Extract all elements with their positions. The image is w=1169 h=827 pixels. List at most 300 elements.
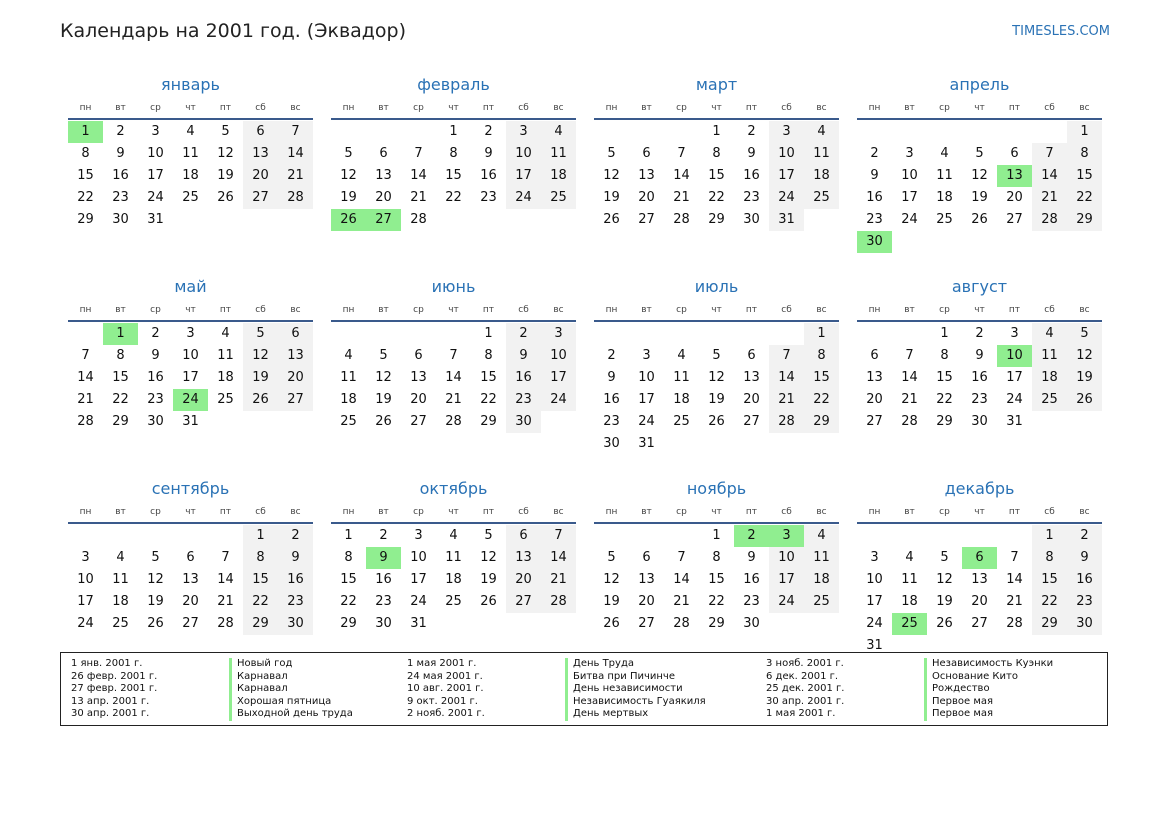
- month-calendar: [68, 72, 313, 253]
- day-cell: 15: [243, 569, 278, 591]
- day-cell: 28: [901, 414, 918, 429]
- day-cell: 22: [243, 591, 278, 613]
- month-calendar: [594, 72, 839, 253]
- day-cell: 12: [603, 168, 620, 183]
- day-cell: 22: [708, 190, 725, 205]
- weekday-label: вс: [1079, 305, 1090, 315]
- empty-cell: [436, 323, 471, 345]
- weekday-label: вт: [904, 103, 915, 113]
- day-cell: 25: [804, 591, 839, 613]
- day-cell: 20: [182, 594, 199, 609]
- day-cell: 7: [449, 348, 458, 363]
- day-cell: 8: [1032, 547, 1067, 569]
- empty-cell: [68, 525, 103, 547]
- holiday-date: 30 апр. 2001 г.: [766, 695, 845, 707]
- day-cell: 3: [769, 121, 804, 143]
- holiday-date: 24 мая 2001 г.: [407, 670, 483, 682]
- day-cell: 7: [1032, 143, 1067, 165]
- day-cell: 17: [182, 370, 199, 385]
- holiday-date: 1 мая 2001 г.: [766, 708, 836, 720]
- day-cell: 25: [340, 414, 357, 429]
- day-cell: 14: [77, 370, 94, 385]
- weekday-label: вт: [641, 305, 652, 315]
- weekday-header: [68, 98, 313, 120]
- weekday-header: [857, 98, 1102, 120]
- day-cell: 4: [344, 348, 353, 363]
- weekday-header: [331, 502, 576, 524]
- day-cell: 31: [410, 616, 427, 631]
- day-cell: 24: [410, 594, 427, 609]
- day-cell: 15: [340, 572, 357, 587]
- day-cell: 11: [804, 547, 839, 569]
- weekday-label: чт: [974, 305, 985, 315]
- holiday-day-cell: 30: [857, 231, 892, 253]
- day-cell: 20: [375, 190, 392, 205]
- empty-cell: [366, 121, 401, 143]
- day-cell: 5: [712, 348, 721, 363]
- day-grid: [594, 322, 839, 455]
- weekday-label: чт: [974, 103, 985, 113]
- day-cell: 18: [673, 392, 690, 407]
- weekday-label: пт: [482, 103, 495, 113]
- weekday-label: пн: [868, 305, 881, 315]
- weekday-label: ср: [413, 103, 424, 113]
- day-cell: 28: [77, 414, 94, 429]
- day-cell: 13: [410, 370, 427, 385]
- day-cell: 12: [971, 168, 988, 183]
- empty-cell: [331, 121, 366, 143]
- weekday-label: пн: [605, 103, 618, 113]
- empty-cell: [629, 323, 664, 345]
- empty-cell: [997, 525, 1032, 547]
- day-cell: 1: [940, 326, 949, 341]
- day-cell: 7: [1010, 550, 1019, 565]
- month-name: октябрь: [419, 479, 488, 498]
- weekday-label: пт: [219, 103, 232, 113]
- day-cell: 7: [81, 348, 90, 363]
- weekday-label: вт: [378, 305, 389, 315]
- weekday-label: пт: [1008, 103, 1021, 113]
- day-grid: [331, 524, 576, 635]
- holiday-date: 3 нояб. 2001 г.: [766, 658, 844, 669]
- day-cell: 1: [484, 326, 493, 341]
- day-cell: 22: [77, 190, 94, 205]
- day-cell: 26: [1067, 389, 1102, 411]
- weekday-label: чт: [711, 507, 722, 517]
- weekday-label: ср: [413, 507, 424, 517]
- day-cell: 10: [182, 348, 199, 363]
- day-cell: 30: [112, 212, 129, 227]
- day-cell: 1: [712, 124, 721, 139]
- holiday-day-cell: 3: [769, 525, 804, 547]
- day-cell: 5: [940, 550, 949, 565]
- empty-cell: [927, 525, 962, 547]
- day-cell: 5: [607, 550, 616, 565]
- weekday-label: пт: [1008, 507, 1021, 517]
- day-cell: 9: [747, 146, 756, 161]
- weekday-label: сб: [518, 305, 529, 315]
- holiday-date: 2 нояб. 2001 г.: [407, 708, 485, 720]
- day-cell: 13: [182, 572, 199, 587]
- day-cell: 17: [769, 569, 804, 591]
- day-cell: 9: [1067, 547, 1102, 569]
- weekday-label: пт: [482, 507, 495, 517]
- day-cell: 23: [603, 414, 620, 429]
- day-cell: 12: [243, 345, 278, 367]
- day-cell: 10: [77, 572, 94, 587]
- day-cell: 30: [147, 414, 164, 429]
- day-cell: 19: [375, 392, 392, 407]
- day-cell: 7: [769, 345, 804, 367]
- day-cell: 6: [747, 348, 756, 363]
- empty-cell: [664, 525, 699, 547]
- day-cell: 8: [484, 348, 493, 363]
- day-cell: 3: [186, 326, 195, 341]
- day-cell: 26: [375, 414, 392, 429]
- day-cell: 15: [77, 168, 94, 183]
- empty-cell: [629, 121, 664, 143]
- day-cell: 16: [147, 370, 164, 385]
- day-cell: 9: [278, 547, 313, 569]
- holiday-row: [407, 671, 706, 684]
- day-cell: 19: [603, 594, 620, 609]
- day-cell: 20: [243, 165, 278, 187]
- day-cell: 18: [901, 594, 918, 609]
- holiday-name: Первое мая: [924, 708, 993, 721]
- day-cell: 3: [905, 146, 914, 161]
- day-cell: 30: [506, 411, 541, 433]
- day-cell: 23: [866, 212, 883, 227]
- weekday-label: ср: [676, 305, 687, 315]
- day-cell: 28: [673, 616, 690, 631]
- day-cell: 19: [480, 572, 497, 587]
- weekday-label: пн: [868, 103, 881, 113]
- holiday-date: 1 янв. 2001 г.: [71, 658, 143, 669]
- day-cell: 20: [638, 190, 655, 205]
- day-cell: 29: [936, 414, 953, 429]
- day-cell: 1: [449, 124, 458, 139]
- day-cell: 25: [217, 392, 234, 407]
- day-cell: 14: [1032, 165, 1067, 187]
- day-cell: 3: [870, 550, 879, 565]
- weekday-label: вт: [115, 507, 126, 517]
- weekday-label: пн: [342, 103, 355, 113]
- day-cell: 17: [506, 165, 541, 187]
- holiday-day-cell: 6: [962, 547, 997, 569]
- weekday-label: вт: [115, 305, 126, 315]
- day-cell: 17: [769, 165, 804, 187]
- day-cell: 24: [901, 212, 918, 227]
- day-cell: 25: [182, 190, 199, 205]
- day-cell: 9: [975, 348, 984, 363]
- empty-cell: [857, 121, 892, 143]
- holiday-name: День мертвых: [565, 708, 648, 721]
- day-cell: 13: [638, 168, 655, 183]
- weekday-label: пт: [745, 103, 758, 113]
- day-cell: 18: [112, 594, 129, 609]
- day-cell: 2: [151, 326, 160, 341]
- weekday-label: пн: [868, 507, 881, 517]
- day-cell: 16: [278, 569, 313, 591]
- day-cell: 17: [410, 572, 427, 587]
- empty-cell: [927, 121, 962, 143]
- day-grid: [857, 120, 1102, 253]
- day-cell: 5: [379, 348, 388, 363]
- day-cell: 4: [905, 550, 914, 565]
- holiday-name: Карнавал: [229, 683, 288, 696]
- weekday-label: чт: [448, 507, 459, 517]
- day-cell: 5: [484, 528, 493, 543]
- day-cell: 13: [278, 345, 313, 367]
- month-calendar: [68, 274, 313, 455]
- day-cell: 19: [708, 392, 725, 407]
- weekday-label: сб: [781, 507, 792, 517]
- month-name: декабрь: [944, 479, 1015, 498]
- holiday-day-cell: 9: [366, 547, 401, 569]
- day-cell: 25: [541, 187, 576, 209]
- day-cell: 2: [870, 146, 879, 161]
- day-cell: 6: [243, 121, 278, 143]
- day-cell: 8: [940, 348, 949, 363]
- day-cell: 6: [506, 525, 541, 547]
- day-cell: 29: [1067, 209, 1102, 231]
- day-cell: 12: [217, 146, 234, 161]
- day-cell: 1: [243, 525, 278, 547]
- empty-cell: [68, 323, 103, 345]
- holiday-date: 1 мая 2001 г.: [407, 658, 477, 669]
- holiday-date: 13 апр. 2001 г.: [71, 695, 150, 707]
- weekday-label: сб: [781, 103, 792, 113]
- weekday-label: чт: [448, 103, 459, 113]
- day-cell: 26: [217, 190, 234, 205]
- weekday-header: [594, 502, 839, 524]
- day-cell: 24: [638, 414, 655, 429]
- day-cell: 29: [1032, 613, 1067, 635]
- day-cell: 14: [541, 547, 576, 569]
- day-cell: 12: [480, 550, 497, 565]
- empty-cell: [594, 323, 629, 345]
- day-cell: 27: [866, 414, 883, 429]
- month-name: январь: [161, 75, 220, 94]
- weekday-label: чт: [711, 103, 722, 113]
- day-cell: 8: [116, 348, 125, 363]
- month-name: май: [174, 277, 207, 296]
- holiday-column: [766, 658, 1053, 721]
- day-cell: 21: [673, 594, 690, 609]
- day-cell: 4: [186, 124, 195, 139]
- day-cell: 23: [971, 392, 988, 407]
- weekday-label: сб: [1044, 103, 1055, 113]
- holiday-list: [60, 652, 1108, 726]
- empty-cell: [103, 525, 138, 547]
- weekday-label: ср: [676, 103, 687, 113]
- day-cell: 4: [1032, 323, 1067, 345]
- empty-cell: [699, 323, 734, 345]
- weekday-header: [857, 502, 1102, 524]
- month-name: сентябрь: [151, 479, 230, 498]
- holiday-row: [766, 683, 1053, 696]
- day-cell: 9: [870, 168, 879, 183]
- day-cell: 24: [147, 190, 164, 205]
- day-cell: 10: [901, 168, 918, 183]
- day-cell: 17: [866, 594, 883, 609]
- holiday-column: [407, 658, 706, 721]
- weekday-header: [594, 98, 839, 120]
- weekday-label: пн: [79, 103, 92, 113]
- day-cell: 4: [677, 348, 686, 363]
- day-cell: 6: [870, 348, 879, 363]
- day-cell: 29: [340, 616, 357, 631]
- day-cell: 11: [673, 370, 690, 385]
- empty-cell: [401, 323, 436, 345]
- weekday-label: пт: [745, 305, 758, 315]
- day-grid: [68, 120, 313, 231]
- day-cell: 23: [743, 594, 760, 609]
- weekday-label: сб: [518, 103, 529, 113]
- day-cell: 14: [673, 572, 690, 587]
- day-cell: 11: [340, 370, 357, 385]
- day-cell: 30: [375, 616, 392, 631]
- day-cell: 12: [147, 572, 164, 587]
- day-cell: 15: [1032, 569, 1067, 591]
- day-cell: 31: [147, 212, 164, 227]
- day-cell: 20: [278, 367, 313, 389]
- month-calendar: [331, 476, 576, 657]
- day-cell: 10: [638, 370, 655, 385]
- day-cell: 24: [77, 616, 94, 631]
- day-grid: [68, 322, 313, 433]
- holiday-name: Выходной день труда: [229, 708, 353, 721]
- day-cell: 13: [375, 168, 392, 183]
- weekday-label: вс: [290, 305, 301, 315]
- day-cell: 24: [541, 389, 576, 411]
- empty-cell: [962, 525, 997, 547]
- holiday-row: [407, 683, 706, 696]
- weekday-header: [857, 300, 1102, 322]
- empty-cell: [664, 323, 699, 345]
- holiday-date: 10 авг. 2001 г.: [407, 683, 484, 695]
- day-cell: 16: [743, 572, 760, 587]
- holiday-name: Новый год: [229, 658, 292, 671]
- weekday-header: [331, 98, 576, 120]
- day-cell: 30: [603, 436, 620, 451]
- day-cell: 10: [769, 143, 804, 165]
- day-cell: 28: [673, 212, 690, 227]
- day-cell: 18: [340, 392, 357, 407]
- day-cell: 14: [769, 367, 804, 389]
- day-cell: 25: [112, 616, 129, 631]
- day-cell: 7: [414, 146, 423, 161]
- day-cell: 19: [936, 594, 953, 609]
- holiday-row: [766, 696, 1053, 709]
- day-cell: 8: [712, 550, 721, 565]
- day-cell: 13: [971, 572, 988, 587]
- day-cell: 11: [541, 143, 576, 165]
- weekday-label: сб: [255, 305, 266, 315]
- weekday-label: пт: [745, 507, 758, 517]
- day-cell: 19: [217, 168, 234, 183]
- day-cell: 27: [182, 616, 199, 631]
- weekday-label: вт: [378, 507, 389, 517]
- day-cell: 5: [607, 146, 616, 161]
- weekday-label: вт: [904, 507, 915, 517]
- month-name: июнь: [431, 277, 476, 296]
- day-cell: 13: [866, 370, 883, 385]
- day-cell: 16: [866, 190, 883, 205]
- day-cell: 11: [217, 348, 234, 363]
- day-cell: 16: [1067, 569, 1102, 591]
- day-cell: 7: [677, 146, 686, 161]
- weekday-header: [68, 300, 313, 322]
- holiday-name: Битва при Пичинче: [565, 671, 675, 684]
- day-cell: 22: [936, 392, 953, 407]
- day-cell: 25: [936, 212, 953, 227]
- weekday-label: вс: [1079, 103, 1090, 113]
- holiday-date: 6 дек. 2001 г.: [766, 670, 839, 682]
- day-cell: 15: [804, 367, 839, 389]
- day-cell: 12: [936, 572, 953, 587]
- day-cell: 22: [1032, 591, 1067, 613]
- weekday-label: чт: [185, 507, 196, 517]
- day-cell: 28: [541, 591, 576, 613]
- empty-cell: [664, 121, 699, 143]
- weekday-label: сб: [518, 507, 529, 517]
- day-grid: [594, 120, 839, 231]
- holiday-name: Независимость Гуаякиля: [565, 696, 706, 709]
- weekday-label: чт: [448, 305, 459, 315]
- weekday-label: пн: [605, 507, 618, 517]
- day-cell: 5: [975, 146, 984, 161]
- day-cell: 9: [607, 370, 616, 385]
- weekday-label: чт: [711, 305, 722, 315]
- weekday-label: пт: [219, 507, 232, 517]
- holiday-date: 9 окт. 2001 г.: [407, 695, 478, 707]
- holiday-row: [407, 658, 706, 671]
- empty-cell: [892, 121, 927, 143]
- holiday-row: [766, 708, 1053, 721]
- day-cell: 14: [901, 370, 918, 385]
- day-cell: 12: [603, 572, 620, 587]
- day-cell: 16: [603, 392, 620, 407]
- day-cell: 20: [866, 392, 883, 407]
- weekday-label: чт: [185, 305, 196, 315]
- day-cell: 29: [708, 616, 725, 631]
- month-name: апрель: [949, 75, 1010, 94]
- weekday-label: вс: [816, 103, 827, 113]
- day-cell: 26: [971, 212, 988, 227]
- day-cell: 21: [769, 389, 804, 411]
- day-cell: 10: [410, 550, 427, 565]
- day-cell: 29: [804, 411, 839, 433]
- empty-cell: [594, 525, 629, 547]
- day-cell: 31: [769, 209, 804, 231]
- weekday-label: вт: [641, 103, 652, 113]
- weekday-label: сб: [255, 507, 266, 517]
- day-cell: 4: [541, 121, 576, 143]
- site-logo-link[interactable]: TIMESLES.COM: [1012, 24, 1110, 39]
- day-cell: 1: [804, 323, 839, 345]
- day-cell: 7: [221, 550, 230, 565]
- weekday-label: пн: [342, 507, 355, 517]
- day-cell: 2: [379, 528, 388, 543]
- day-cell: 4: [804, 525, 839, 547]
- day-cell: 27: [638, 212, 655, 227]
- day-cell: 21: [77, 392, 94, 407]
- holiday-row: [766, 671, 1053, 684]
- day-cell: 29: [77, 212, 94, 227]
- holiday-day-cell: 27: [366, 209, 401, 231]
- day-cell: 6: [642, 550, 651, 565]
